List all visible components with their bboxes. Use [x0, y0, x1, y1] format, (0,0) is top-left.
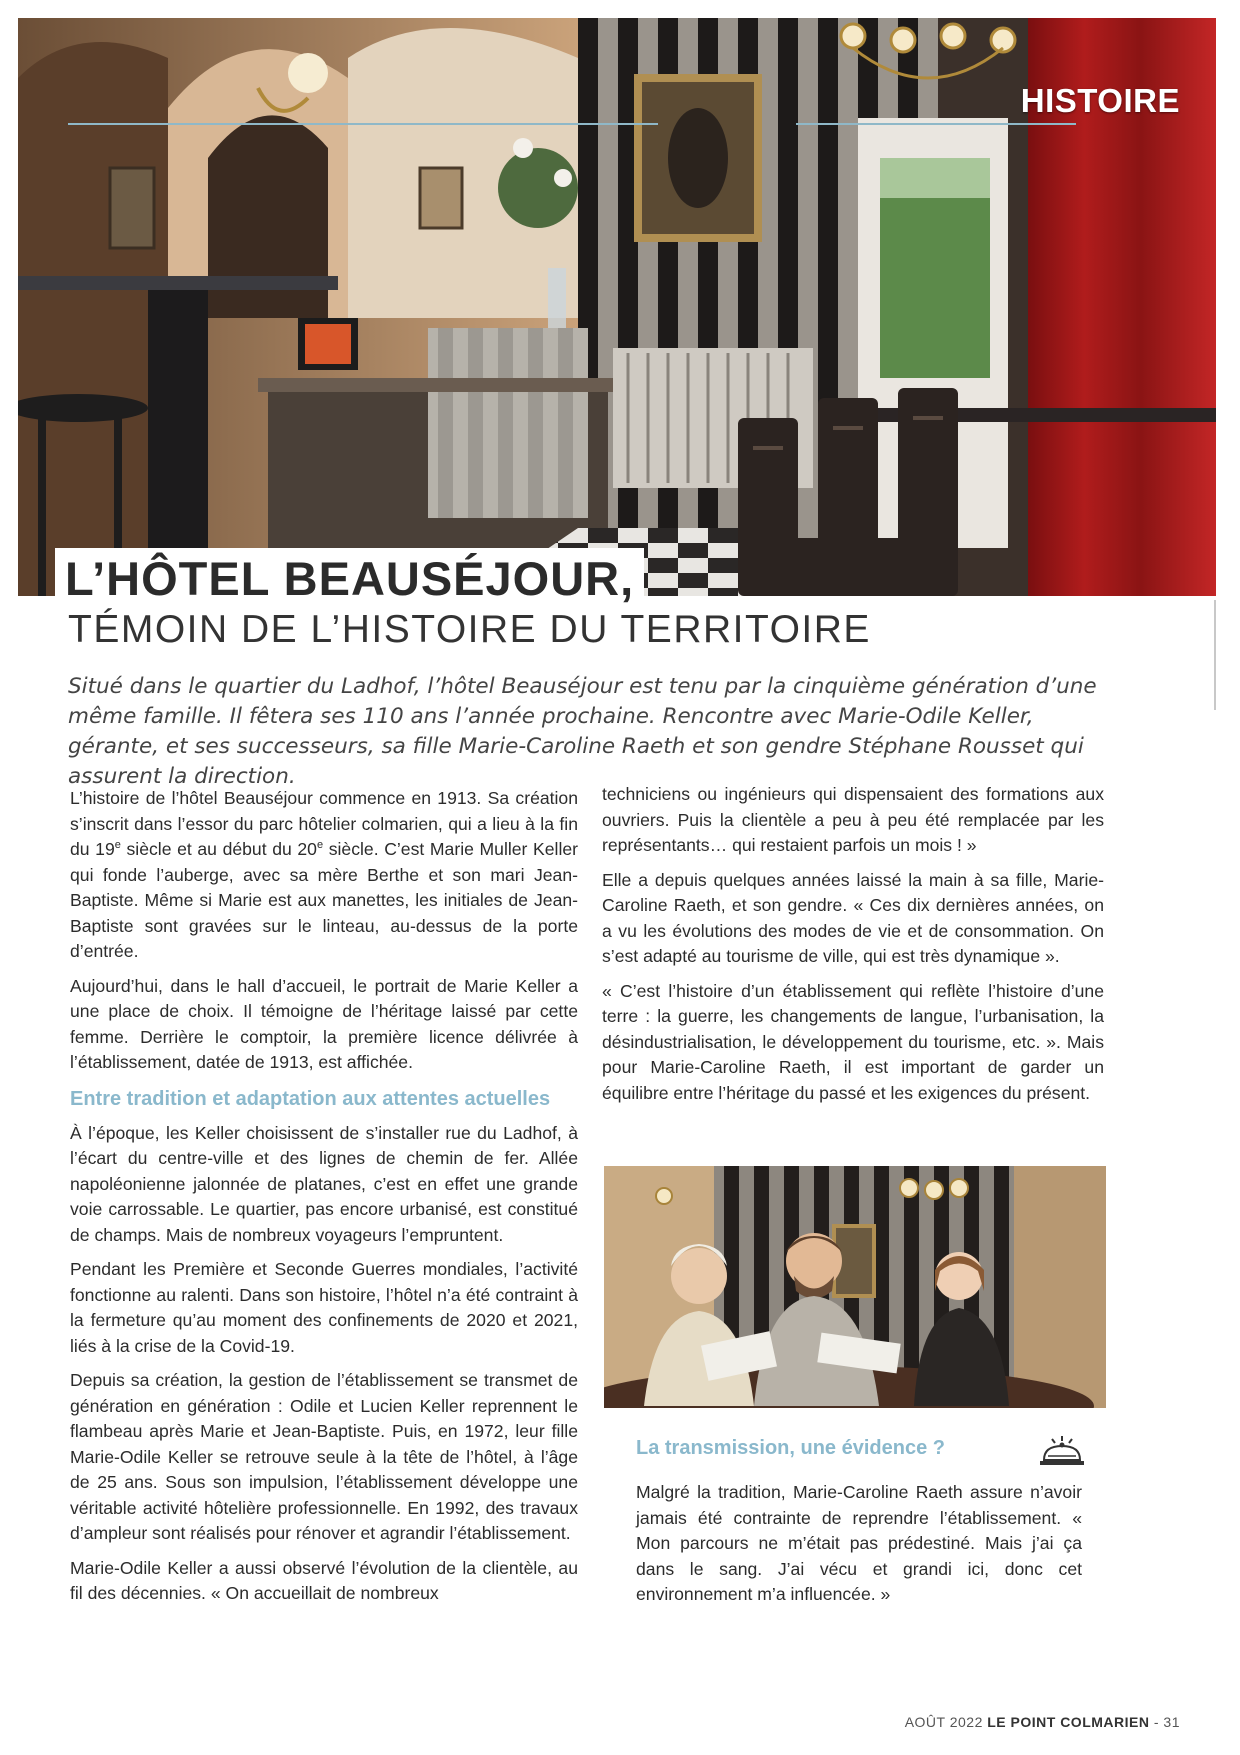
paragraph: « C’est l’histoire d’un établissement qui reflète l’histoire d’une terre : la guerre, les changements de langue, l’urbanisation, la désindustrialisation, le développement du tourisme, etc. ». Mais pour Marie-Caroline Raeth, il est important de garder un équilibre entre l’héritage du passé et les exigences du présent.: [602, 980, 1104, 1103]
hero-rule-right: [796, 123, 1076, 125]
footer-publication: LE POINT COLMARIEN: [987, 1714, 1150, 1730]
paragraph: À l’époque, les Keller choisissent de s’installer rue du Ladhof, à l’écart du centre-ville et des lignes de chemin de fer. Allée napoléonienne jalonnée de platanes, c’est en effet une grande voie carrossable. Le quartier, pas encore urbanisé, est constitué de champs. Mais de nombreux voyageurs l’empruntent.: [70, 1122, 578, 1245]
paragraph: Aujourd’hui, dans le hall d’accueil, le portrait de Marie Keller a une place de choix. Il témoigne de l’héritage laissé par cette femme. Derrière le comptoir, la première licence délivrée à l’établissement, datée de 1913, est affichée.: [70, 975, 578, 1072]
right-column: [602, 782, 1104, 1115]
subheading-tradition: Entre tradition et adaptation aux attentes actuelles: [70, 1087, 551, 1110]
paragraph: Depuis sa création, la gestion de l’établissement se transmet de génération en génération : Odile et Lucien Keller reprennent le flambeau après Marie et Jean-Baptiste. Puis, en 1972, leur fille Marie-Odile Keller se retrouve seule à la tête de l’hôtel, à l’âge de 25 ans. Sous son impulsion, l’établissement développe une véritable activité hôtelière professionnelle. En 1992, des travaux d’ampleur sont réalisés pour rénover et agrandir l’établissement.: [70, 1370, 578, 1543]
paragraph: Elle a depuis quelques années laissé la main à sa fille, Marie-Caroline Raeth, et son gendre. « Ces dix dernières années, on a vu les évolutions des modes de vie et de consommation. On s’est adapté au tourisme de ville, qui est très dynamique ».: [602, 869, 1104, 966]
article-lead: Situé dans le quartier du Ladhof, l’hôtel Beauséjour est tenu par la cinquième génération d’une même famille. Il fêtera ses 110 ans l’année prochaine. Rencontre avec Marie-Odile Keller, gérante, et ses successeurs, sa fille Marie-Caroline Raeth et son gendre Stéphane Rousset qui assurent la direction.: [68, 674, 1097, 789]
hero-rule-left: [68, 123, 658, 125]
subheading-transmission: La transmission, une évidence ?: [636, 1437, 945, 1459]
article-subtitle: TÉMOIN DE L’HISTOIRE DU TERRITOIRE: [68, 608, 871, 651]
footer-page-number: - 31: [1153, 1714, 1180, 1730]
subheading-transmission-wrap: [636, 1432, 1106, 1472]
footer-date: AOÛT 2022: [904, 1714, 983, 1730]
paragraph: Marie-Odile Keller a aussi observé l’évolution de la clientèle, au fil des décennies. « On accueillait de nombreux: [70, 1557, 578, 1603]
article-title: L’HÔTEL BEAUSÉJOUR,: [65, 552, 635, 605]
bottom-column: [636, 1480, 1082, 1617]
paragraph: Malgré la tradition, Marie-Caroline Raeth assure n’avoir jamais été contrainte de reprendre l’établissement. « Mon parcours ne m’était pas prédestiné. Mais j’ai ça dans le sang. J’ai vécu et grandi ici, donc cet environnement m’a influencée. »: [636, 1482, 1082, 1604]
reception-bell-icon: [1036, 1434, 1088, 1468]
title-box: [55, 548, 644, 606]
scan-edge-mark: [1214, 600, 1216, 710]
family-photo: [604, 1166, 1106, 1408]
page-footer: [905, 1714, 1180, 1730]
paragraph: techniciens ou ingénieurs qui dispensaient des formations aux ouvriers. Puis la clientèle a peu à peu été remplacée par les représentants… qui restaient parfois un mois ! »: [602, 784, 1104, 855]
paragraph: L’histoire de l’hôtel Beauséjour commence en 1913. Sa création s’inscrit dans l’essor du parc hôtelier colmarien, qui a lieu à la fin du 19e siècle et au début du 20e siècle. C’est Marie Muller Keller qui fonde l’auberge, avec sa mère Berthe et son mari Jean-Baptiste. Même si Marie est aux manettes, les initiales de Jean-Baptiste sont gravées sur le linteau, au-dessus de la porte d’entrée.: [70, 788, 578, 961]
section-tag: HISTOIRE: [1020, 82, 1180, 119]
hero-photo: [18, 18, 1216, 596]
family-portrait-illustration: [604, 1166, 1106, 1408]
left-column: [70, 786, 578, 1616]
paragraph: Pendant les Première et Seconde Guerres mondiales, l’activité fonctionne au ralenti. Dans son histoire, l’hôtel n’a été contraint à la fermeture qu’au moment des confinements de 2020 et 2021, liés à la crise de la Covid-19.: [70, 1259, 578, 1356]
